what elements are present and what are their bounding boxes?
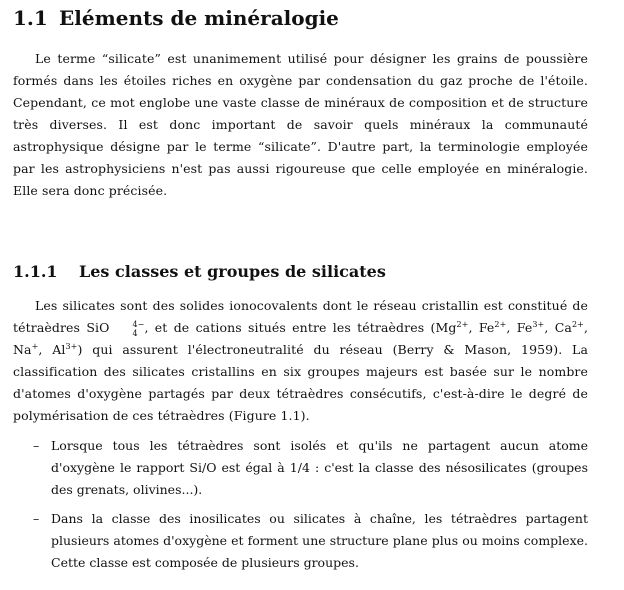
subsection-number: 1.1.1 bbox=[13, 262, 58, 281]
separator-fe3: , Fe bbox=[506, 320, 533, 335]
mg-charge: 2+ bbox=[456, 319, 469, 329]
paragraph-text-part1: Les silicates sont des solides ionocovalents dont le réseau cristallin est constitué de tétraèdres SiO bbox=[13, 298, 588, 335]
section-number: 1.1 bbox=[13, 6, 48, 30]
sio4-superscript: 4− bbox=[132, 319, 145, 329]
paragraph-text-part2: , et de cations situés entre les tétraèdres (Mg bbox=[144, 320, 457, 335]
separator-fe2: , Fe bbox=[468, 320, 495, 335]
separator-ca: , Ca bbox=[544, 320, 572, 335]
paragraph-text-part3: ) qui assurent l'électroneutralité du réseau (Berry & Mason, 1959). La classification des silicates cristallins en six groupes majeurs est basée sur le nombre d'atomes d'oxygène partagés par deux tétraèdres consécutifs, c'est-à-dire le degré de polymérisation de ces tétraèdres (Figure 1.1). bbox=[13, 342, 588, 423]
list-item-text: Lorsque tous les tétraèdres sont isolés et qu'ils ne partagent aucun atome d'oxygène le rapport Si/O est égal à 1/4 : c'est la classe des nésosilicates (groupes des grenats, olivines...). bbox=[51, 438, 588, 497]
section-title: Eléments de minéralogie bbox=[59, 6, 339, 30]
fe2-charge: 2+ bbox=[494, 319, 507, 329]
intro-paragraph: Le terme “silicate” est unanimement utilisé pour désigner les grains de poussière formés dans les étoiles riches en oxygène par condensation du gaz proche de l'étoile. Cependant, ce mot englobe une vaste classe de minéraux de composition et de structure très diverses. Il est donc important de savoir quels minéraux la communauté astrophysique désigne par le terme “silicate”. D'autre part, la terminologie employée par les astrophysiciens n'est pas aussi rigoureuse que celle employée en minéralogie. Elle sera donc précisée. bbox=[13, 51, 588, 198]
section-heading bbox=[13, 6, 588, 30]
silicate-class-list bbox=[13, 435, 588, 574]
sio4-subscript: 4 bbox=[132, 328, 138, 338]
silicates-paragraph bbox=[13, 295, 588, 427]
separator-na: , Na bbox=[13, 320, 589, 357]
subsection-title: Les classes et groupes de silicates bbox=[79, 262, 386, 281]
al-charge: 3+ bbox=[65, 341, 78, 351]
dash-bullet: – bbox=[33, 438, 40, 453]
separator-al: , Al bbox=[38, 342, 66, 357]
subsection-heading bbox=[13, 262, 588, 282]
list-item bbox=[13, 435, 588, 501]
list-item bbox=[13, 508, 588, 574]
fe3-charge: 3+ bbox=[532, 319, 545, 329]
ca-charge: 2+ bbox=[571, 319, 584, 329]
dash-bullet: – bbox=[33, 511, 40, 526]
page bbox=[13, 6, 588, 581]
na-charge: + bbox=[31, 341, 39, 351]
list-item-text: Dans la classe des inosilicates ou silicates à chaîne, les tétraèdres partagent plusieurs atomes d'oxygène et forment une structure plane plus ou moins complexe. Cette classe est composée de plusieurs groupes. bbox=[51, 511, 588, 570]
sio4-scripts bbox=[110, 320, 144, 338]
